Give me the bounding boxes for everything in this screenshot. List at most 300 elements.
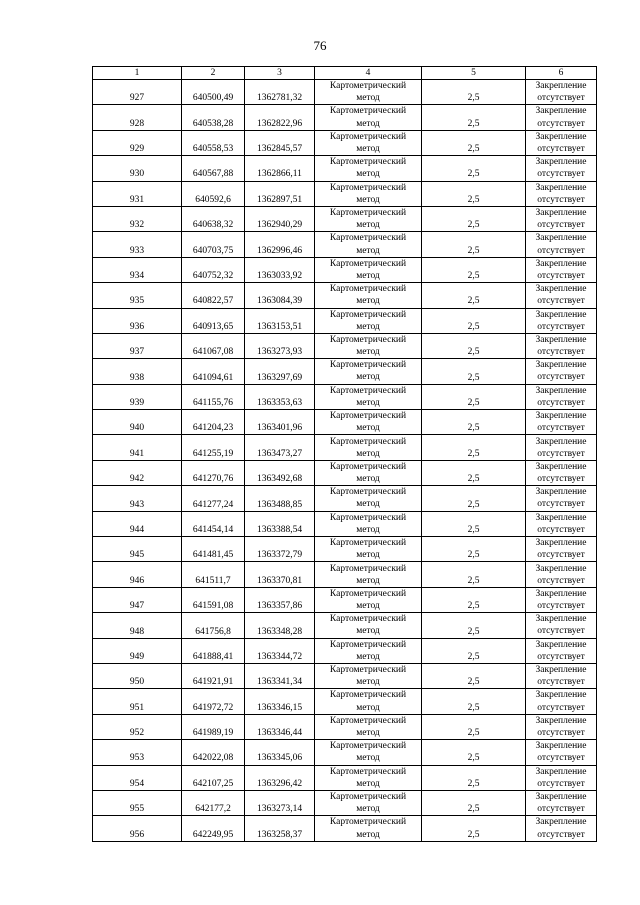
method-cell bbox=[315, 359, 422, 384]
y-coordinate-cell: 1363388,54 bbox=[245, 511, 315, 536]
point-number-cell: 938 bbox=[93, 359, 182, 384]
point-number-cell: 932 bbox=[93, 206, 182, 231]
y-coordinate-cell: 1363473,27 bbox=[245, 435, 315, 460]
method-cell bbox=[315, 384, 422, 409]
method-cell bbox=[315, 537, 422, 562]
accuracy-cell: 2,5 bbox=[422, 181, 526, 206]
method-cell bbox=[315, 308, 422, 333]
x-coordinate-cell: 642249,95 bbox=[182, 816, 245, 841]
accuracy-cell: 2,5 bbox=[422, 130, 526, 155]
accuracy-cell: 2,5 bbox=[422, 156, 526, 181]
method-line-1: Картометрический bbox=[329, 563, 407, 574]
y-coordinate-cell: 1363372,79 bbox=[245, 537, 315, 562]
method-cell bbox=[315, 460, 422, 485]
method-cell bbox=[315, 410, 422, 435]
fixing-cell bbox=[526, 130, 597, 155]
header-cell-2: 2 bbox=[182, 67, 245, 80]
fixing-cell bbox=[526, 359, 597, 384]
header-cell-6: 6 bbox=[526, 67, 597, 80]
method-line-2: метод bbox=[356, 524, 380, 535]
table-row bbox=[93, 816, 597, 841]
y-coordinate-cell: 1363084,39 bbox=[245, 283, 315, 308]
method-cell bbox=[315, 790, 422, 815]
method-line-2: метод bbox=[356, 753, 380, 764]
fixing-line-1: Закрепление bbox=[535, 487, 587, 498]
y-coordinate-cell: 1362996,46 bbox=[245, 232, 315, 257]
x-coordinate-cell: 641511,7 bbox=[182, 562, 245, 587]
accuracy-cell: 2,5 bbox=[422, 232, 526, 257]
point-number-cell: 934 bbox=[93, 257, 182, 282]
table-row bbox=[93, 613, 597, 638]
method-line-1: Картометрический bbox=[329, 665, 407, 676]
method-line-2: метод bbox=[356, 270, 380, 281]
fixing-line-1: Закрепление bbox=[535, 563, 587, 574]
y-coordinate-cell: 1362866,11 bbox=[245, 156, 315, 181]
fixing-cell bbox=[526, 486, 597, 511]
method-line-1: Картометрический bbox=[329, 284, 407, 295]
method-line-2: метод bbox=[356, 804, 380, 815]
table-row bbox=[93, 105, 597, 130]
method-line-1: Картометрический bbox=[329, 208, 407, 219]
method-cell bbox=[315, 587, 422, 612]
fixing-line-1: Закрепление bbox=[535, 614, 587, 625]
method-line-1: Картометрический bbox=[329, 817, 407, 828]
accuracy-cell: 2,5 bbox=[422, 333, 526, 358]
point-number-cell: 952 bbox=[93, 714, 182, 739]
accuracy-cell: 2,5 bbox=[422, 105, 526, 130]
table-row bbox=[93, 460, 597, 485]
fixing-line-2: отсутствует bbox=[537, 143, 585, 154]
fixing-line-2: отсутствует bbox=[537, 829, 585, 840]
method-line-1: Картометрический bbox=[329, 131, 407, 142]
point-number-cell: 956 bbox=[93, 816, 182, 841]
fixing-line-1: Закрепление bbox=[535, 360, 587, 371]
method-cell bbox=[315, 765, 422, 790]
fixing-line-1: Закрепление bbox=[535, 817, 587, 828]
fixing-cell bbox=[526, 410, 597, 435]
fixing-cell bbox=[526, 537, 597, 562]
fixing-cell bbox=[526, 283, 597, 308]
fixing-line-2: отсутствует bbox=[537, 220, 585, 231]
point-number-cell: 946 bbox=[93, 562, 182, 587]
fixing-line-2: отсутствует bbox=[537, 423, 585, 434]
fixing-line-2: отсутствует bbox=[537, 245, 585, 256]
method-line-1: Картометрический bbox=[329, 690, 407, 701]
x-coordinate-cell: 640638,32 bbox=[182, 206, 245, 231]
point-number-cell: 937 bbox=[93, 333, 182, 358]
fixing-line-1: Закрепление bbox=[535, 157, 587, 168]
fixing-cell bbox=[526, 181, 597, 206]
accuracy-cell: 2,5 bbox=[422, 613, 526, 638]
method-line-2: метод bbox=[356, 372, 380, 383]
table-row bbox=[93, 359, 597, 384]
point-number-cell: 940 bbox=[93, 410, 182, 435]
fixing-line-2: отсутствует bbox=[537, 626, 585, 637]
fixing-line-2: отсутствует bbox=[537, 474, 585, 485]
method-line-1: Картометрический bbox=[329, 258, 407, 269]
x-coordinate-cell: 640822,57 bbox=[182, 283, 245, 308]
table-row bbox=[93, 257, 597, 282]
method-line-1: Картометрический bbox=[329, 360, 407, 371]
fixing-cell bbox=[526, 740, 597, 765]
page-number: 76 bbox=[313, 38, 327, 53]
table-row bbox=[93, 283, 597, 308]
accuracy-cell: 2,5 bbox=[422, 511, 526, 536]
fixing-line-1: Закрепление bbox=[535, 284, 587, 295]
point-number-cell: 941 bbox=[93, 435, 182, 460]
method-line-2: метод bbox=[356, 601, 380, 611]
y-coordinate-cell: 1362897,51 bbox=[245, 181, 315, 206]
method-line-1: Картометрический bbox=[329, 741, 407, 752]
point-number-cell: 953 bbox=[93, 740, 182, 765]
x-coordinate-cell: 640592,6 bbox=[182, 181, 245, 206]
point-number-cell: 943 bbox=[93, 486, 182, 511]
fixing-line-1: Закрепление bbox=[535, 182, 587, 193]
fixing-line-1: Закрепление bbox=[535, 690, 587, 701]
table-row bbox=[93, 435, 597, 460]
method-cell bbox=[315, 714, 422, 739]
y-coordinate-cell: 1363273,14 bbox=[245, 790, 315, 815]
x-coordinate-cell: 641155,76 bbox=[182, 384, 245, 409]
y-coordinate-cell: 1363344,72 bbox=[245, 638, 315, 663]
y-coordinate-cell: 1362822,96 bbox=[245, 105, 315, 130]
table-row bbox=[93, 537, 597, 562]
fixing-cell bbox=[526, 156, 597, 181]
method-line-2: метод bbox=[356, 194, 380, 205]
method-line-1: Картометрический bbox=[329, 538, 407, 549]
fixing-line-1: Закрепление bbox=[535, 715, 587, 726]
fixing-line-2: отсутствует bbox=[537, 651, 585, 662]
table-row bbox=[93, 790, 597, 815]
method-line-1: Картометрический bbox=[329, 411, 407, 422]
coordinates-table bbox=[92, 66, 597, 842]
table-row bbox=[93, 511, 597, 536]
fixing-line-2: отсутствует bbox=[537, 347, 585, 358]
method-cell bbox=[315, 663, 422, 688]
fixing-line-1: Закрепление bbox=[535, 385, 587, 396]
fixing-line-2: отсутствует bbox=[537, 118, 585, 129]
method-cell bbox=[315, 156, 422, 181]
method-line-2: метод bbox=[356, 702, 380, 713]
fixing-line-2: отсутствует bbox=[537, 575, 585, 586]
fixing-cell bbox=[526, 587, 597, 612]
header-cell-5: 5 bbox=[422, 67, 526, 80]
method-cell bbox=[315, 613, 422, 638]
fixing-line-2: отсутствует bbox=[537, 321, 585, 332]
method-line-2: метод bbox=[356, 651, 380, 662]
fixing-line-2: отсутствует bbox=[537, 524, 585, 535]
x-coordinate-cell: 640913,65 bbox=[182, 308, 245, 333]
x-coordinate-cell: 641888,41 bbox=[182, 638, 245, 663]
fixing-line-2: отсутствует bbox=[537, 372, 585, 383]
point-number-cell: 944 bbox=[93, 511, 182, 536]
method-line-2: метод bbox=[356, 321, 380, 332]
point-number-cell: 951 bbox=[93, 689, 182, 714]
y-coordinate-cell: 1363357,86 bbox=[245, 587, 315, 612]
method-line-2: метод bbox=[356, 448, 380, 459]
method-cell bbox=[315, 105, 422, 130]
fixing-cell bbox=[526, 816, 597, 841]
y-coordinate-cell: 1363348,28 bbox=[245, 613, 315, 638]
accuracy-cell: 2,5 bbox=[422, 537, 526, 562]
method-line-2: метод bbox=[356, 296, 380, 307]
table-row bbox=[93, 410, 597, 435]
method-line-1: Картометрический bbox=[329, 639, 407, 650]
table-row bbox=[93, 740, 597, 765]
fixing-line-2: отсутствует bbox=[537, 169, 585, 180]
point-number-cell: 933 bbox=[93, 232, 182, 257]
fixing-line-1: Закрепление bbox=[535, 233, 587, 244]
fixing-line-2: отсутствует bbox=[537, 804, 585, 815]
x-coordinate-cell: 640567,88 bbox=[182, 156, 245, 181]
table-row bbox=[93, 308, 597, 333]
table-row bbox=[93, 486, 597, 511]
point-number-cell: 928 bbox=[93, 105, 182, 130]
header-cell-1: 1 bbox=[93, 67, 182, 80]
fixing-cell bbox=[526, 689, 597, 714]
table-row bbox=[93, 206, 597, 231]
method-cell bbox=[315, 206, 422, 231]
method-cell bbox=[315, 80, 422, 105]
method-line-1: Картометрический bbox=[329, 766, 407, 777]
fixing-cell bbox=[526, 562, 597, 587]
fixing-cell bbox=[526, 105, 597, 130]
method-cell bbox=[315, 232, 422, 257]
fixing-line-1: Закрепление bbox=[535, 411, 587, 422]
fixing-line-1: Закрепление bbox=[535, 792, 587, 803]
y-coordinate-cell: 1363492,68 bbox=[245, 460, 315, 485]
point-number-cell: 935 bbox=[93, 283, 182, 308]
table-row bbox=[93, 130, 597, 155]
method-cell bbox=[315, 638, 422, 663]
table-row bbox=[93, 689, 597, 714]
method-line-1: Картометрический bbox=[329, 335, 407, 345]
method-cell bbox=[315, 181, 422, 206]
point-number-cell: 955 bbox=[93, 790, 182, 815]
method-line-2: метод bbox=[356, 423, 380, 434]
method-line-2: метод bbox=[356, 626, 380, 637]
point-number-cell: 942 bbox=[93, 460, 182, 485]
method-line-2: метод bbox=[356, 677, 380, 688]
fixing-cell bbox=[526, 460, 597, 485]
x-coordinate-cell: 640558,53 bbox=[182, 130, 245, 155]
fixing-line-2: отсутствует bbox=[537, 727, 585, 738]
x-coordinate-cell: 642022,08 bbox=[182, 740, 245, 765]
accuracy-cell: 2,5 bbox=[422, 460, 526, 485]
point-number-cell: 948 bbox=[93, 613, 182, 638]
fixing-line-1: Закрепление bbox=[535, 309, 587, 320]
fixing-line-1: Закрепление bbox=[535, 208, 587, 219]
accuracy-cell: 2,5 bbox=[422, 410, 526, 435]
fixing-cell bbox=[526, 206, 597, 231]
method-line-2: метод bbox=[356, 829, 380, 840]
method-line-2: метод bbox=[356, 727, 380, 738]
method-line-1: Картометрический bbox=[329, 715, 407, 726]
y-coordinate-cell: 1363345,06 bbox=[245, 740, 315, 765]
fixing-line-1: Закрепление bbox=[535, 538, 587, 549]
x-coordinate-cell: 641067,08 bbox=[182, 333, 245, 358]
accuracy-cell: 2,5 bbox=[422, 308, 526, 333]
method-line-1: Картометрический bbox=[329, 512, 407, 523]
method-line-1: Картометрический bbox=[329, 81, 407, 92]
method-line-2: метод bbox=[356, 245, 380, 256]
y-coordinate-cell: 1363353,63 bbox=[245, 384, 315, 409]
accuracy-cell: 2,5 bbox=[422, 384, 526, 409]
accuracy-cell: 2,5 bbox=[422, 359, 526, 384]
method-line-2: метод bbox=[356, 474, 380, 485]
fixing-line-2: отсутствует bbox=[537, 194, 585, 205]
point-number-cell: 931 bbox=[93, 181, 182, 206]
y-coordinate-cell: 1362940,29 bbox=[245, 206, 315, 231]
method-line-1: Картометрический bbox=[329, 487, 407, 498]
method-cell bbox=[315, 740, 422, 765]
table-row bbox=[93, 384, 597, 409]
point-number-cell: 939 bbox=[93, 384, 182, 409]
accuracy-cell: 2,5 bbox=[422, 689, 526, 714]
point-number-cell: 936 bbox=[93, 308, 182, 333]
method-line-2: метод bbox=[356, 778, 380, 789]
method-line-2: метод bbox=[356, 143, 380, 154]
method-cell bbox=[315, 689, 422, 714]
point-number-cell: 949 bbox=[93, 638, 182, 663]
fixing-line-1: Закрепление bbox=[535, 131, 587, 142]
fixing-line-1: Закрепление bbox=[535, 106, 587, 117]
method-line-2: метод bbox=[356, 550, 380, 561]
fixing-cell bbox=[526, 511, 597, 536]
method-cell bbox=[315, 435, 422, 460]
x-coordinate-cell: 641270,76 bbox=[182, 460, 245, 485]
method-line-2: метод bbox=[356, 169, 380, 180]
accuracy-cell: 2,5 bbox=[422, 435, 526, 460]
table-body bbox=[93, 80, 597, 842]
fixing-line-1: Закрепление bbox=[535, 766, 587, 777]
method-line-1: Картометрический bbox=[329, 614, 407, 625]
fixing-line-2: отсутствует bbox=[537, 778, 585, 789]
y-coordinate-cell: 1363401,96 bbox=[245, 410, 315, 435]
method-line-1: Картометрический bbox=[329, 588, 407, 599]
y-coordinate-cell: 1363370,81 bbox=[245, 562, 315, 587]
method-cell bbox=[315, 130, 422, 155]
method-line-1: Картометрический bbox=[329, 233, 407, 244]
table-row bbox=[93, 232, 597, 257]
table-row bbox=[93, 562, 597, 587]
point-number-cell: 927 bbox=[93, 80, 182, 105]
y-coordinate-cell: 1363341,34 bbox=[245, 663, 315, 688]
table-row bbox=[93, 181, 597, 206]
header-cell-4: 4 bbox=[315, 67, 422, 80]
fixing-line-2: отсутствует bbox=[537, 753, 585, 764]
table-row bbox=[93, 80, 597, 105]
accuracy-cell: 2,5 bbox=[422, 562, 526, 587]
x-coordinate-cell: 641481,45 bbox=[182, 537, 245, 562]
point-number-cell: 930 bbox=[93, 156, 182, 181]
fixing-line-1: Закрепление bbox=[535, 741, 587, 752]
fixing-cell bbox=[526, 613, 597, 638]
fixing-line-2: отсутствует bbox=[537, 677, 585, 688]
method-cell bbox=[315, 562, 422, 587]
fixing-line-2: отсутствует bbox=[537, 550, 585, 561]
x-coordinate-cell: 642177,2 bbox=[182, 790, 245, 815]
fixing-cell bbox=[526, 232, 597, 257]
fixing-line-1: Закрепление bbox=[535, 665, 587, 676]
x-coordinate-cell: 640703,75 bbox=[182, 232, 245, 257]
accuracy-cell: 2,5 bbox=[422, 486, 526, 511]
method-line-2: метод bbox=[356, 93, 380, 104]
fixing-cell bbox=[526, 384, 597, 409]
point-number-cell: 945 bbox=[93, 537, 182, 562]
point-number-cell: 929 bbox=[93, 130, 182, 155]
x-coordinate-cell: 641921,91 bbox=[182, 663, 245, 688]
y-coordinate-cell: 1363153,51 bbox=[245, 308, 315, 333]
fixing-line-2: отсутствует bbox=[537, 448, 585, 459]
x-coordinate-cell: 640500,49 bbox=[182, 80, 245, 105]
fixing-line-1: Закрепление bbox=[535, 588, 587, 599]
header-cell-3: 3 bbox=[245, 67, 315, 80]
fixing-line-2: отсутствует bbox=[537, 296, 585, 307]
fixing-line-1: Закрепление bbox=[535, 461, 587, 472]
fixing-line-2: отсутствует bbox=[537, 270, 585, 281]
fixing-line-1: Закрепление bbox=[535, 335, 587, 345]
method-line-1: Картометрический bbox=[329, 792, 407, 803]
x-coordinate-cell: 641454,14 bbox=[182, 511, 245, 536]
method-line-1: Картометрический bbox=[329, 309, 407, 320]
y-coordinate-cell: 1362845,57 bbox=[245, 130, 315, 155]
fixing-cell bbox=[526, 257, 597, 282]
x-coordinate-cell: 641972,72 bbox=[182, 689, 245, 714]
y-coordinate-cell: 1363296,42 bbox=[245, 765, 315, 790]
fixing-cell bbox=[526, 308, 597, 333]
accuracy-cell: 2,5 bbox=[422, 80, 526, 105]
accuracy-cell: 2,5 bbox=[422, 790, 526, 815]
method-cell bbox=[315, 333, 422, 358]
y-coordinate-cell: 1363488,85 bbox=[245, 486, 315, 511]
accuracy-cell: 2,5 bbox=[422, 663, 526, 688]
fixing-cell bbox=[526, 333, 597, 358]
method-line-2: метод bbox=[356, 499, 380, 510]
method-line-1: Картометрический bbox=[329, 182, 407, 193]
table-row bbox=[93, 765, 597, 790]
fixing-cell bbox=[526, 435, 597, 460]
point-number-cell: 954 bbox=[93, 765, 182, 790]
table-row bbox=[93, 714, 597, 739]
fixing-line-2: отсутствует bbox=[537, 601, 585, 611]
accuracy-cell: 2,5 bbox=[422, 206, 526, 231]
y-coordinate-cell: 1362781,32 bbox=[245, 80, 315, 105]
fixing-cell bbox=[526, 80, 597, 105]
accuracy-cell: 2,5 bbox=[422, 587, 526, 612]
x-coordinate-cell: 641094,61 bbox=[182, 359, 245, 384]
method-line-2: метод bbox=[356, 397, 380, 408]
fixing-line-1: Закрепление bbox=[535, 639, 587, 650]
x-coordinate-cell: 642107,25 bbox=[182, 765, 245, 790]
fixing-line-1: Закрепление bbox=[535, 436, 587, 447]
method-cell bbox=[315, 816, 422, 841]
method-line-1: Картометрический bbox=[329, 157, 407, 168]
method-cell bbox=[315, 511, 422, 536]
accuracy-cell: 2,5 bbox=[422, 765, 526, 790]
y-coordinate-cell: 1363346,44 bbox=[245, 714, 315, 739]
fixing-cell bbox=[526, 790, 597, 815]
x-coordinate-cell: 640538,28 bbox=[182, 105, 245, 130]
table-row bbox=[93, 663, 597, 688]
fixing-cell bbox=[526, 638, 597, 663]
y-coordinate-cell: 1363033,92 bbox=[245, 257, 315, 282]
fixing-line-1: Закрепление bbox=[535, 512, 587, 523]
method-cell bbox=[315, 486, 422, 511]
x-coordinate-cell: 641591,08 bbox=[182, 587, 245, 612]
accuracy-cell: 2,5 bbox=[422, 740, 526, 765]
method-line-2: метод bbox=[356, 347, 380, 358]
